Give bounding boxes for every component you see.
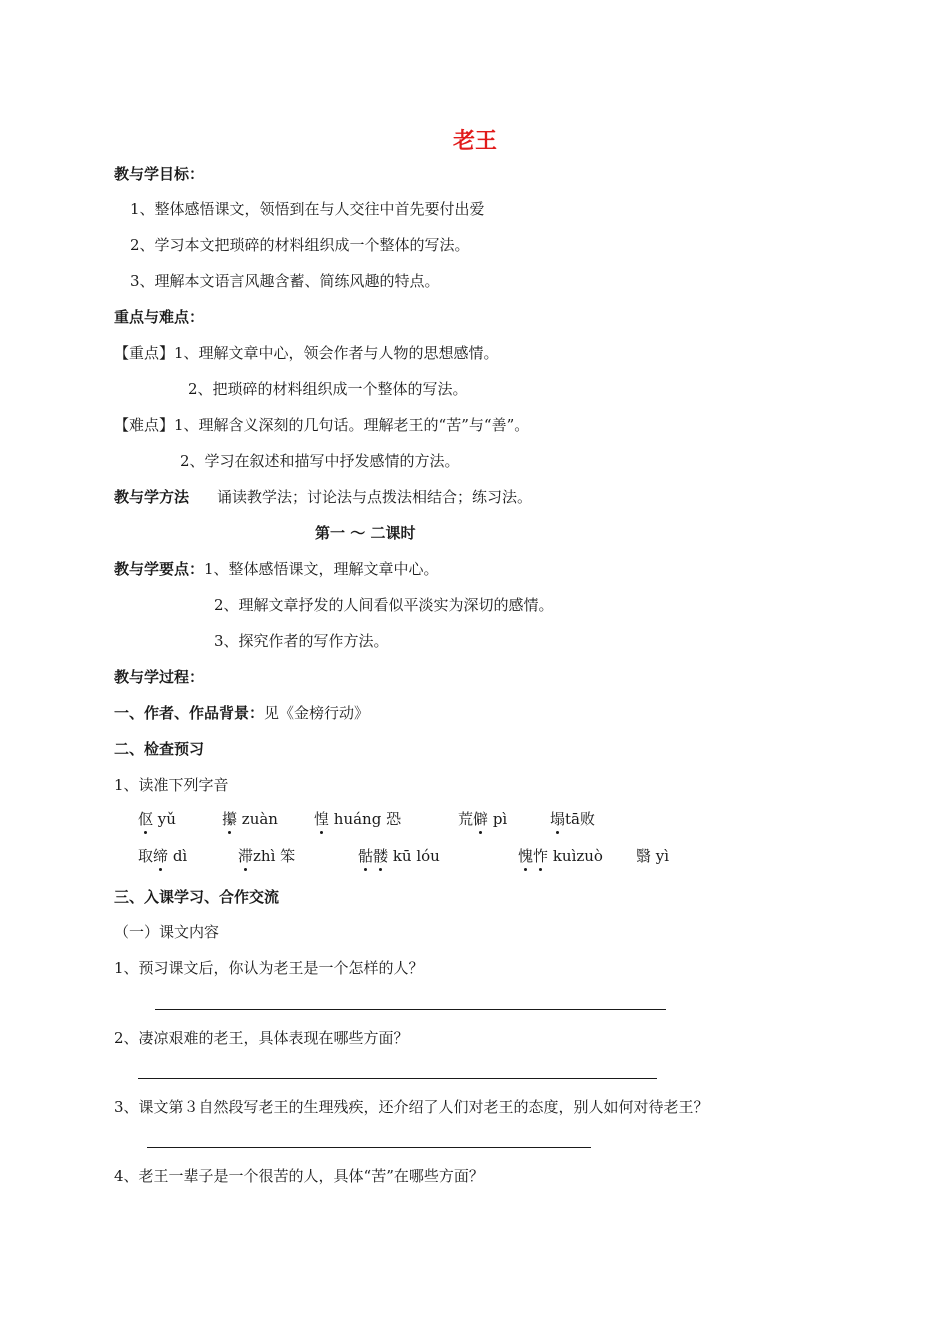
pronunciation-word: 髅 xyxy=(373,847,389,865)
question-1: 1、预习课文后，你认为老王是一个怎样的人？ xyxy=(114,959,424,977)
methods-label: 教与学方法 xyxy=(114,488,190,506)
pinyin-entry xyxy=(458,809,507,829)
pronunciation-word: 塌 xyxy=(550,810,566,828)
document-title: 老王 xyxy=(452,129,497,154)
difficulty-item: 2、学习在叙述和描写中抒发感情的方法。 xyxy=(180,452,460,470)
pronunciation-word: 败 xyxy=(580,810,596,828)
question-4: 4、老王一辈子是一个很苦的人，具体“苦”在哪些方面？ xyxy=(114,1167,484,1185)
pinyin-entry xyxy=(138,809,176,829)
pinyin: huáng xyxy=(333,810,382,828)
pronunciation-word: 翳 xyxy=(636,847,652,865)
pronunciation-word: 荒 xyxy=(458,810,474,828)
difficulty-item: 1、理解含义深刻的几句话。理解老王的“苦”与“善”。 xyxy=(174,416,530,434)
difficulty-line-1 xyxy=(114,415,529,435)
pinyin: kuìzuò xyxy=(552,847,603,865)
section-3-sub: （一）课文内容 xyxy=(114,923,220,941)
objectives-heading: 教与学目标： xyxy=(114,165,205,183)
section-2-sub: 1、读准下列字音 xyxy=(114,776,229,794)
section-1-line xyxy=(114,703,369,723)
key-points-heading: 重点与难点： xyxy=(114,308,205,326)
question-3: 3、课文第３自然段写老王的生理残疾，还介绍了人们对老王的态度，别人如何对待老王？ xyxy=(114,1098,709,1116)
question-2: 2、凄凉艰难的老王，具体表现在哪些方面？ xyxy=(114,1029,409,1047)
pinyin-entry xyxy=(550,809,595,829)
process-heading: 教与学过程： xyxy=(114,668,205,686)
pronunciation-word: 缔 xyxy=(153,847,169,865)
pronunciation-word: 伛 xyxy=(138,810,154,828)
essentials-item: 1、整体感悟课文，理解文章中心。 xyxy=(204,560,439,578)
objective-item: 3、理解本文语言风趣含蓄、简练风趣的特点。 xyxy=(130,272,440,290)
pronunciation-word: 恐 xyxy=(386,810,402,828)
focus-line-1 xyxy=(114,343,499,363)
essentials-item: 2、理解文章抒发的人间看似平淡实为深切的感情。 xyxy=(214,596,554,614)
session-heading: 第一 ～ 二课时 xyxy=(315,524,416,542)
objective-item: 1、整体感悟课文，领悟到在与人交往中首先要付出爱 xyxy=(130,200,485,218)
pinyin: pì xyxy=(492,810,508,828)
pinyin: zuàn xyxy=(241,810,278,828)
pinyin-entry xyxy=(358,846,440,866)
answer-line xyxy=(147,1147,591,1148)
pronunciation-word: 僻 xyxy=(473,810,489,828)
pinyin: tā xyxy=(565,810,580,828)
pinyin: dì xyxy=(172,847,188,865)
section-2-heading: 二、检查预习 xyxy=(114,740,205,758)
methods-line xyxy=(114,487,532,507)
section-3-heading: 三、入课学习、合作交流 xyxy=(114,888,280,906)
pinyin-entry xyxy=(636,846,669,866)
pronunciation-word: 取 xyxy=(138,847,154,865)
section-1-label: 一、作者、作品背景： xyxy=(114,704,265,722)
pinyin-entry xyxy=(518,846,603,866)
pronunciation-word: 攥 xyxy=(222,810,238,828)
methods-text: 诵读教学法；讨论法与点拨法相结合；练习法。 xyxy=(217,488,533,506)
section-1-text: 见《金榜行动》 xyxy=(264,704,370,722)
pinyin-entry xyxy=(314,809,401,829)
focus-item: 1、理解文章中心，领会作者与人物的思想感情。 xyxy=(174,344,499,362)
pronunciation-word: 滞 xyxy=(238,847,254,865)
focus-item: 2、把琐碎的材料组织成一个整体的写法。 xyxy=(188,380,468,398)
pinyin-entry xyxy=(138,846,187,866)
objective-item: 2、学习本文把琐碎的材料组织成一个整体的写法。 xyxy=(130,236,470,254)
pronunciation-word: 骷 xyxy=(358,847,374,865)
pinyin-entry xyxy=(238,846,295,866)
essentials-item: 3、探究作者的写作方法。 xyxy=(214,632,389,650)
pronunciation-word: 怍 xyxy=(533,847,549,865)
pronunciation-word: 笨 xyxy=(280,847,296,865)
pinyin-entry xyxy=(222,809,278,829)
answer-line xyxy=(155,1009,666,1010)
pinyin: kū lóu xyxy=(392,847,440,865)
pinyin: zhì xyxy=(253,847,276,865)
pinyin: yì xyxy=(655,847,670,865)
answer-line xyxy=(138,1078,657,1079)
pronunciation-word: 惶 xyxy=(314,810,330,828)
pronunciation-word: 愧 xyxy=(518,847,534,865)
difficulty-label: 【难点】 xyxy=(114,416,175,434)
essentials-line-1 xyxy=(114,559,439,579)
focus-label: 【重点】 xyxy=(114,344,175,362)
pinyin: yǔ xyxy=(157,810,176,828)
essentials-label: 教与学要点： xyxy=(114,560,205,578)
